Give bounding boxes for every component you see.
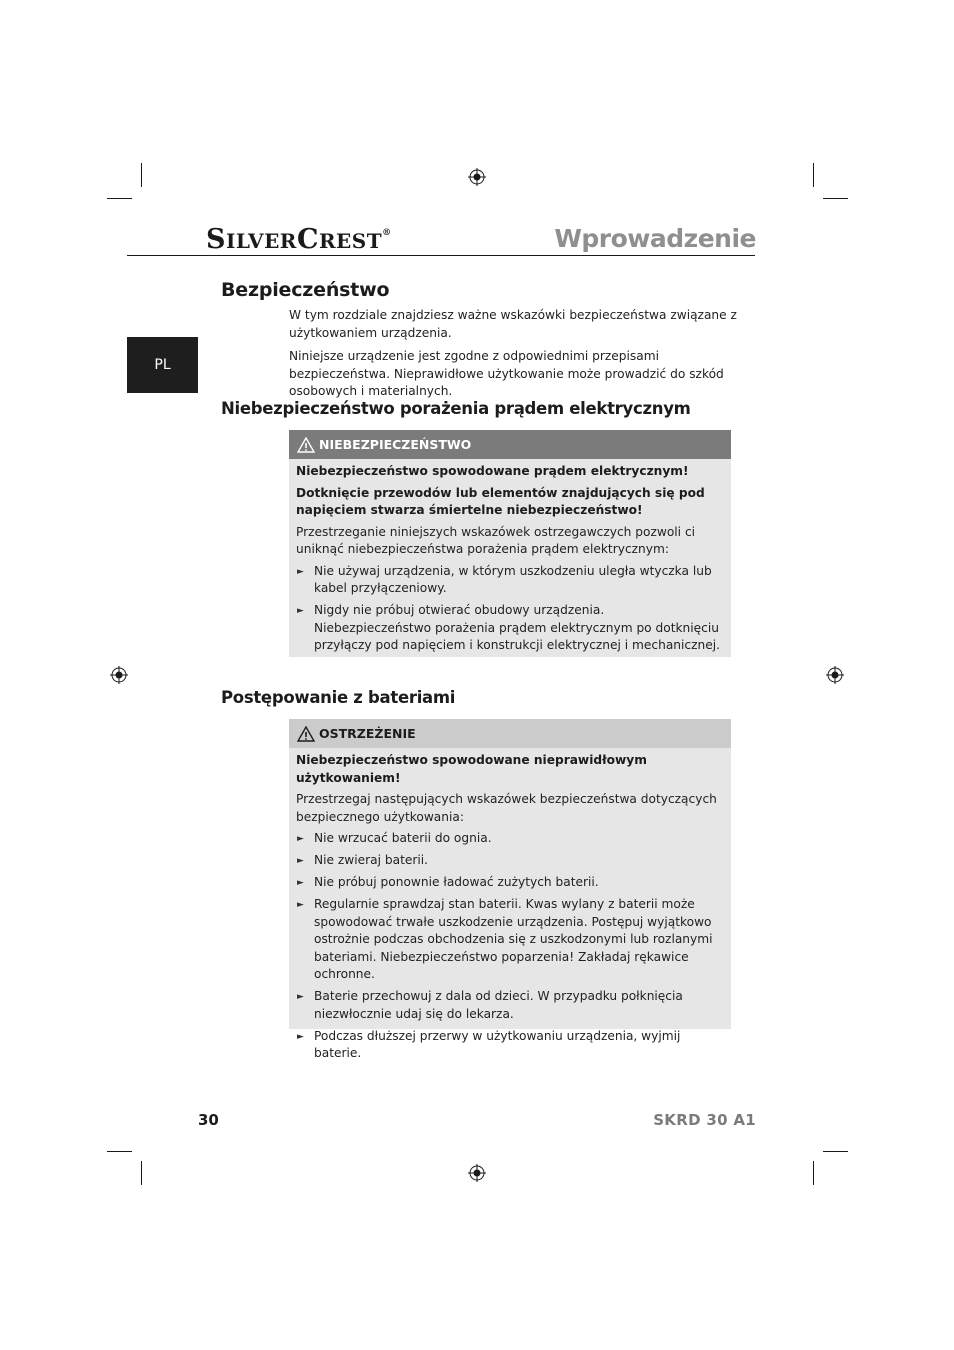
danger-subheading: Dotknięcie przewodów lub elementów znajdujących się pod napięciem stwarza śmiertelne niebezpieczeństwo! [296, 485, 705, 517]
list-item [296, 563, 723, 598]
danger-text: Przestrzeganie niniejszych wskazówek ostrzegawczych pozwoli ci uniknąć niebezpieczeństwa porażenia prądem elektrycznym: [296, 524, 696, 556]
list-item [296, 830, 723, 848]
list-item [296, 874, 723, 892]
list-item-text: Baterie przechowuj z dala od dzieci. W przypadku połknięcia niezwłocznie udaj się do lekarza. [314, 989, 683, 1021]
danger-bullet-list [296, 563, 723, 655]
crop-mark [823, 198, 848, 199]
list-item-text: Nigdy nie próbuj otwierać obudowy urządzenia. Niebezpieczeństwo porażenia prądem elektrycznym po dotknięciu przyłączy pod napięciem i konstrukcji elektrycznej i mechanicznej. [314, 603, 720, 652]
list-item-text: Regularnie sprawdzaj stan baterii. Kwas wylany z baterii może spowodować trwałe uszkodzenie urządzenia. Postępuj wyjątkowo ostrożnie podczas obchodzenia się z uszkodzonymi lub rozlanymi bateriami. Niebezpieczeństwo poparzenia! Zakładaj rękawice ochronne. [314, 897, 713, 981]
brand-logo [206, 224, 392, 255]
arrow-bullet-icon: ► [297, 856, 304, 866]
warning-bullet-list [296, 830, 723, 1063]
arrow-bullet-icon: ► [297, 834, 304, 844]
list-item-text: Nie używaj urządzenia, w którym uszkodzeniu uległa wtyczka lub kabel przyłączeniowy. [314, 563, 712, 595]
arrow-bullet-icon: ► [297, 878, 304, 888]
warning-heading: Niebezpieczeństwo spowodowane nieprawidłowym użytkowaniem! [296, 753, 647, 785]
crop-mark [813, 163, 814, 187]
list-item-text: Podczas dłuższej przerwy w użytkowaniu urządzenia, wyjmij baterie. [314, 1028, 681, 1060]
arrow-bullet-icon: ► [297, 900, 304, 910]
arrow-bullet-icon: ► [297, 606, 304, 616]
list-item [296, 1028, 723, 1063]
list-item [296, 896, 723, 984]
chapter-title: Wprowadzenie [554, 224, 756, 253]
crop-mark [141, 1161, 142, 1185]
section-title-electric: Niebezpieczeństwo porażenia prądem elektrycznym [221, 399, 691, 418]
warning-label: OSTRZEŻENIE [319, 726, 416, 741]
danger-heading: Niebezpieczeństwo spowodowane prądem elektrycznym! [296, 464, 689, 478]
danger-label: NIEBEZPIECZEŃSTWO [319, 437, 472, 452]
section-title-batteries: Postępowanie z bateriami [221, 688, 456, 707]
intro-paragraph: Niniejsze urządzenie jest zgodne z odpowiednimi przepisami bezpieczeństwa. Nieprawidłowe użytkowanie może prowadzić do szkód osobowych i materialnych. [289, 349, 724, 398]
logo-text: S [206, 224, 226, 255]
registration-mark-icon [468, 168, 486, 186]
crop-mark [107, 1151, 132, 1152]
arrow-bullet-icon: ► [297, 1031, 304, 1042]
list-item-text: Nie próbuj ponownie ładować zużytych baterii. [314, 875, 599, 889]
logo-text: C [296, 224, 319, 255]
logo-text: ILVER [226, 229, 297, 253]
danger-box-header [289, 430, 731, 459]
list-item [296, 602, 723, 655]
crop-mark [107, 198, 132, 199]
list-item [296, 852, 723, 870]
arrow-bullet-icon: ► [297, 566, 304, 577]
logo-text: REST [318, 229, 383, 253]
registration-mark-icon [110, 666, 128, 684]
crop-mark [141, 163, 142, 187]
warning-triangle-icon [297, 726, 315, 742]
warning-box [289, 719, 731, 1060]
language-tab: PL [127, 337, 198, 393]
crop-mark [823, 1151, 848, 1152]
registration-mark-icon [826, 666, 844, 684]
registered-mark: ® [382, 228, 392, 238]
section-title-safety: Bezpieczeństwo [221, 279, 390, 301]
list-item-text: Nie wrzucać baterii do ognia. [314, 831, 492, 845]
header-rule [127, 255, 755, 256]
model-number: SKRD 30 A1 [653, 1111, 756, 1129]
page-number: 30 [198, 1111, 219, 1129]
list-item-text: Nie zwieraj baterii. [314, 853, 429, 867]
warning-text: Przestrzegaj następujących wskazówek bezpieczeństwa dotyczących bezpiecznego użytkowania: [296, 792, 717, 824]
warning-box-header [289, 719, 731, 748]
crop-mark [813, 1161, 814, 1185]
arrow-bullet-icon: ► [297, 992, 304, 1002]
intro-paragraph: W tym rozdziale znajdziesz ważne wskazówki bezpieczeństwa związane z użytkowaniem urządzenia. [289, 308, 737, 340]
list-item [296, 988, 723, 1023]
warning-triangle-icon [297, 437, 315, 453]
danger-box [289, 430, 731, 657]
registration-mark-icon [468, 1164, 486, 1182]
